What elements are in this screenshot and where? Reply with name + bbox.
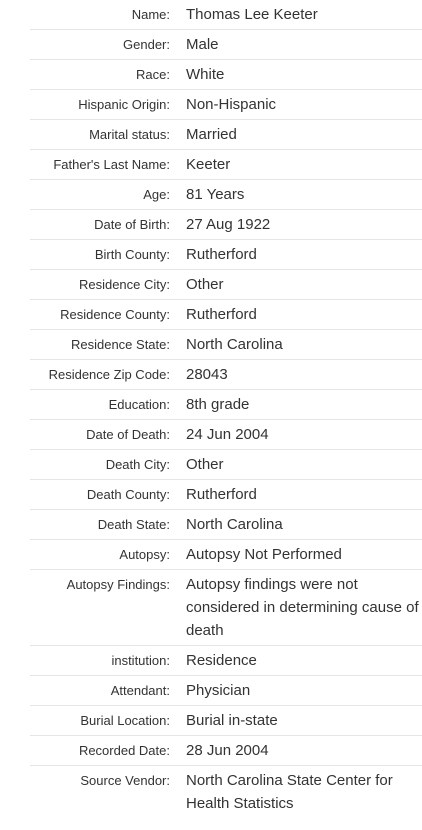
field-label: Attendant:: [110, 683, 170, 698]
record-row-death-state: [30, 510, 422, 540]
field-label: Education:: [108, 397, 170, 412]
field-value: 8th grade: [186, 396, 250, 413]
record-row-race: [30, 60, 422, 90]
record-row-gender: [30, 30, 422, 60]
field-label: Father's Last Name:: [53, 157, 170, 172]
field-label: Race:: [136, 67, 170, 82]
field-value: Rutherford: [186, 246, 257, 263]
field-value: 28 Jun 2004: [186, 742, 269, 759]
field-label: Date of Death:: [86, 427, 170, 442]
record-row-autopsy-findings: [30, 570, 422, 646]
record-row-residence-state: [30, 330, 422, 360]
field-value: Residence: [186, 652, 257, 669]
record-row-date-of-death: [30, 420, 422, 450]
record-row-age: [30, 180, 422, 210]
field-value: North Carolina: [186, 516, 283, 533]
record-row-education: [30, 390, 422, 420]
field-label: Autopsy:: [119, 547, 170, 562]
field-value: Keeter: [186, 156, 231, 173]
field-label: Date of Birth:: [94, 217, 170, 232]
field-label: Burial Location:: [80, 713, 170, 728]
field-label: Death State:: [97, 517, 170, 532]
field-value: Male: [186, 36, 219, 53]
record-row-autopsy: [30, 540, 422, 570]
field-label: institution:: [111, 653, 170, 668]
field-label: Residence Zip Code:: [48, 367, 170, 382]
record-row-fathers-last-name: [30, 150, 422, 180]
record-row-residence-city: [30, 270, 422, 300]
field-label: Name:: [131, 7, 170, 22]
field-label: Age:: [143, 187, 170, 202]
record-row-marital-status: [30, 120, 422, 150]
field-label: Residence City:: [78, 277, 170, 292]
field-value: Other: [186, 456, 224, 473]
field-label: Marital status:: [89, 127, 170, 142]
field-value: Non-Hispanic: [186, 96, 277, 113]
record-row-death-city: [30, 450, 422, 480]
field-value: Thomas Lee Keeter: [186, 6, 318, 23]
field-label: Source Vendor:: [80, 773, 170, 788]
record-row-recorded-date: [30, 736, 422, 766]
field-value: Rutherford: [186, 486, 257, 503]
field-label: Death City:: [105, 457, 170, 472]
field-value: White: [186, 66, 225, 83]
field-label: Autopsy Findings:: [66, 577, 170, 592]
field-label: Death County:: [86, 487, 170, 502]
record-row-residence-county: [30, 300, 422, 330]
field-value: Married: [186, 126, 237, 143]
field-label: Hispanic Origin:: [78, 97, 170, 112]
field-label: Gender:: [123, 37, 170, 52]
field-value: Rutherford: [186, 306, 257, 323]
field-value: Autopsy findings were not considered in determining cause of death: [186, 576, 419, 639]
record-row-institution: [30, 646, 422, 676]
field-label: Recorded Date:: [78, 743, 170, 758]
field-value: Burial in-state: [186, 712, 278, 729]
field-value: Other: [186, 276, 224, 293]
field-label: Residence State:: [70, 337, 170, 352]
field-value: North Carolina: [186, 336, 283, 353]
record-row-attendant: [30, 676, 422, 706]
field-label: Birth County:: [94, 247, 170, 262]
field-value: 27 Aug 1922: [186, 216, 271, 233]
field-value: 28043: [186, 366, 228, 383]
record-row-death-county: [30, 480, 422, 510]
field-value: Physician: [186, 682, 251, 699]
field-value: Autopsy Not Performed: [186, 546, 342, 563]
record-row-name: [30, 0, 422, 30]
field-label: Residence County:: [60, 307, 170, 322]
record-row-burial-location: [30, 706, 422, 736]
field-value: 81 Years: [186, 186, 245, 203]
record-row-birth-county: [30, 240, 422, 270]
field-value: North Carolina State Center for Health Statistics: [186, 772, 393, 812]
death-record-table: [30, 0, 422, 818]
field-value: 24 Jun 2004: [186, 426, 269, 443]
record-row-hispanic-origin: [30, 90, 422, 120]
record-row-date-of-birth: [30, 210, 422, 240]
record-row-residence-zip-code: [30, 360, 422, 390]
record-row-source-vendor: [30, 766, 422, 818]
